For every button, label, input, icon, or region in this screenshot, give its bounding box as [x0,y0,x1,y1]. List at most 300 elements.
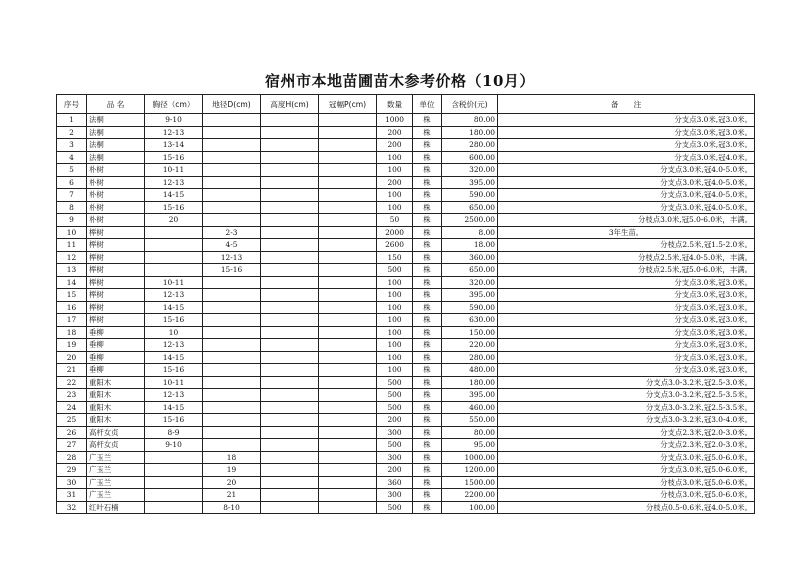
cell-ground-diameter [203,364,261,377]
cell-name: 高杆女贞 [87,426,145,439]
cell-seq: 3 [57,139,87,152]
cell-height [261,401,319,414]
cell-name: 垂柳 [87,364,145,377]
cell-name: 重阳木 [87,414,145,427]
cell-ground-diameter [203,276,261,289]
cell-remarks: 分枝点0.5-0.6米,冠4.0-5.0米。 [498,501,755,514]
cell-name: 榉树 [87,289,145,302]
cell-seq: 17 [57,314,87,327]
cell-quantity: 100 [377,201,413,214]
cell-seq: 26 [57,426,87,439]
cell-seq: 10 [57,226,87,239]
cell-seq: 25 [57,414,87,427]
cell-unit: 株 [413,326,442,339]
cell-height [261,126,319,139]
col-header-crown: 冠幅P(cm) [319,95,377,114]
cell-crown [319,439,377,452]
cell-remarks: 分支点3.0米,冠3.0米。 [498,339,755,352]
cell-price: 18.00 [442,239,498,252]
cell-remarks: 分支点3.0米,冠5.0-6.0米。 [498,464,755,477]
cell-crown [319,489,377,502]
cell-ground-diameter [203,151,261,164]
cell-quantity: 1000 [377,114,413,127]
cell-quantity: 100 [377,351,413,364]
cell-quantity: 50 [377,214,413,227]
cell-height [261,189,319,202]
cell-height [261,439,319,452]
table-row [57,289,755,302]
cell-unit: 株 [413,439,442,452]
cell-height [261,264,319,277]
table-header-row [57,95,755,114]
cell-ground-diameter [203,189,261,202]
cell-dbh: 12-13 [145,339,203,352]
cell-unit: 株 [413,376,442,389]
cell-name: 榉树 [87,264,145,277]
col-header-seq: 序号 [57,95,87,114]
cell-crown [319,189,377,202]
table-row [57,476,755,489]
cell-remarks: 分支点3.0-3.2米,冠2.5-3.5米。 [498,401,755,414]
table-row [57,114,755,127]
cell-price: 650.00 [442,264,498,277]
cell-name: 朴树 [87,189,145,202]
cell-quantity: 360 [377,476,413,489]
cell-ground-diameter [203,401,261,414]
cell-dbh: 14-15 [145,401,203,414]
cell-unit: 株 [413,139,442,152]
cell-price: 95.00 [442,439,498,452]
cell-remarks: 分支点3.0米,冠3.0米。 [498,114,755,127]
cell-height [261,489,319,502]
cell-remarks: 分支点3.0-3.2米,冠2.5-3.0米。 [498,376,755,389]
cell-dbh: 12-13 [145,126,203,139]
cell-height [261,276,319,289]
cell-dbh: 15-16 [145,364,203,377]
col-header-unit: 单位 [413,95,442,114]
col-header-price: 含税价(元) [442,95,498,114]
cell-ground-diameter [203,314,261,327]
cell-unit: 株 [413,201,442,214]
cell-name: 重阳木 [87,401,145,414]
cell-unit: 株 [413,339,442,352]
cell-seq: 9 [57,214,87,227]
table-row [57,276,755,289]
cell-quantity: 100 [377,276,413,289]
cell-name: 垂柳 [87,326,145,339]
cell-crown [319,414,377,427]
cell-dbh: 12-13 [145,389,203,402]
cell-height [261,351,319,364]
table-row [57,164,755,177]
cell-remarks: 分支点3.0米,冠4.0-5.0米。 [498,201,755,214]
cell-unit: 株 [413,389,442,402]
cell-ground-diameter [203,426,261,439]
table-row [57,214,755,227]
cell-unit: 株 [413,226,442,239]
cell-remarks: 分支点3.0米,冠3.0米。 [498,289,755,302]
cell-remarks: 分支点3.0米,冠3.0米。 [498,139,755,152]
cell-price: 80.00 [442,114,498,127]
cell-remarks: 分枝点3.0米,冠5.0-6.0米，丰满。 [498,214,755,227]
table-row [57,426,755,439]
cell-seq: 11 [57,239,87,252]
cell-crown [319,264,377,277]
cell-name: 广玉兰 [87,489,145,502]
cell-height [261,464,319,477]
table-body [57,114,755,514]
cell-height [261,164,319,177]
cell-unit: 株 [413,214,442,227]
cell-dbh: 15-16 [145,151,203,164]
cell-price: 100.00 [442,501,498,514]
cell-remarks: 分支点3.0米,冠5.0-6.0米。 [498,451,755,464]
cell-dbh: 14-15 [145,301,203,314]
cell-seq: 24 [57,401,87,414]
cell-price: 1500.00 [442,476,498,489]
cell-quantity: 100 [377,189,413,202]
cell-remarks: 分支点3.0米,冠3.0米。 [498,364,755,377]
cell-unit: 株 [413,189,442,202]
cell-ground-diameter [203,414,261,427]
cell-name: 榉树 [87,301,145,314]
table-row [57,439,755,452]
cell-name: 榉树 [87,226,145,239]
cell-unit: 株 [413,276,442,289]
cell-crown [319,289,377,302]
cell-height [261,289,319,302]
cell-seq: 30 [57,476,87,489]
cell-dbh [145,451,203,464]
cell-crown [319,114,377,127]
cell-quantity: 200 [377,176,413,189]
price-table [56,94,755,514]
cell-quantity: 100 [377,339,413,352]
cell-seq: 27 [57,439,87,452]
cell-unit: 株 [413,426,442,439]
cell-dbh: 10-11 [145,276,203,289]
cell-dbh [145,226,203,239]
table-row [57,314,755,327]
cell-crown [319,301,377,314]
cell-name: 重阳木 [87,389,145,402]
cell-remarks: 分支点2.3米,冠2.0-3.0米。 [498,439,755,452]
cell-quantity: 300 [377,489,413,502]
cell-height [261,376,319,389]
cell-dbh: 9-10 [145,439,203,452]
cell-quantity: 500 [377,376,413,389]
cell-quantity: 200 [377,464,413,477]
cell-crown [319,364,377,377]
cell-crown [319,339,377,352]
cell-unit: 株 [413,289,442,302]
cell-remarks: 分支点3.0米,冠4.0-5.0米。 [498,164,755,177]
cell-remarks: 分枝点2.5米,冠5.0-6.0米，丰满。 [498,264,755,277]
cell-seq: 28 [57,451,87,464]
table-row [57,351,755,364]
cell-price: 395.00 [442,176,498,189]
table-row [57,339,755,352]
cell-dbh [145,251,203,264]
cell-seq: 21 [57,364,87,377]
cell-quantity: 300 [377,426,413,439]
cell-ground-diameter [203,389,261,402]
cell-height [261,201,319,214]
cell-crown [319,426,377,439]
cell-quantity: 150 [377,251,413,264]
col-header-dbh: 胸径（cm） [145,95,203,114]
cell-height [261,389,319,402]
cell-unit: 株 [413,264,442,277]
cell-remarks: 分支点3.0米,冠4.0米。 [498,151,755,164]
cell-dbh: 8-9 [145,426,203,439]
cell-remarks: 分支点3.0-3.2米,冠2.5-3.5米。 [498,389,755,402]
cell-ground-diameter [203,301,261,314]
cell-height [261,476,319,489]
cell-ground-diameter: 20 [203,476,261,489]
cell-height [261,226,319,239]
table-row [57,301,755,314]
cell-quantity: 500 [377,389,413,402]
cell-seq: 15 [57,289,87,302]
cell-seq: 7 [57,189,87,202]
table-row [57,201,755,214]
cell-seq: 8 [57,201,87,214]
cell-crown [319,376,377,389]
cell-unit: 株 [413,451,442,464]
cell-quantity: 500 [377,501,413,514]
cell-seq: 6 [57,176,87,189]
cell-remarks: 分支点3.0-3.2米,冠3.0-4.0米。 [498,414,755,427]
cell-quantity: 100 [377,326,413,339]
col-header-height: 高度H(cm) [261,95,319,114]
cell-crown [319,214,377,227]
cell-price: 590.00 [442,189,498,202]
cell-crown [319,314,377,327]
cell-quantity: 100 [377,314,413,327]
cell-height [261,339,319,352]
cell-price: 550.00 [442,414,498,427]
cell-dbh [145,501,203,514]
cell-remarks: 分支点3.0米,冠3.0米。 [498,126,755,139]
cell-dbh: 13-14 [145,139,203,152]
cell-ground-diameter [203,201,261,214]
cell-price: 320.00 [442,164,498,177]
cell-quantity: 2000 [377,226,413,239]
cell-unit: 株 [413,351,442,364]
col-header-name: 品 名 [87,95,145,114]
cell-dbh: 15-16 [145,201,203,214]
cell-dbh: 14-15 [145,189,203,202]
cell-price: 8.00 [442,226,498,239]
cell-price: 180.00 [442,126,498,139]
table-row [57,176,755,189]
cell-name: 朴树 [87,201,145,214]
cell-unit: 株 [413,476,442,489]
cell-seq: 23 [57,389,87,402]
cell-height [261,451,319,464]
cell-price: 80.00 [442,426,498,439]
cell-quantity: 100 [377,289,413,302]
cell-crown [319,164,377,177]
table-row [57,239,755,252]
cell-seq: 20 [57,351,87,364]
cell-unit: 株 [413,164,442,177]
cell-name: 朴树 [87,164,145,177]
table-row [57,126,755,139]
cell-dbh [145,476,203,489]
cell-height [261,176,319,189]
cell-crown [319,401,377,414]
cell-crown [319,226,377,239]
cell-name: 垂柳 [87,339,145,352]
cell-dbh [145,464,203,477]
cell-unit: 株 [413,364,442,377]
cell-height [261,314,319,327]
cell-price: 395.00 [442,389,498,402]
table-row [57,451,755,464]
table-row [57,264,755,277]
cell-unit: 株 [413,414,442,427]
cell-dbh: 15-16 [145,314,203,327]
cell-crown [319,139,377,152]
cell-remarks: 分支点2.3米,冠2.0-3.0米。 [498,426,755,439]
cell-remarks: 分支点3.0米,冠3.0米。 [498,326,755,339]
cell-name: 高杆女贞 [87,439,145,452]
cell-seq: 29 [57,464,87,477]
cell-quantity: 300 [377,451,413,464]
cell-name: 法桐 [87,114,145,127]
cell-ground-diameter [203,376,261,389]
cell-name: 法桐 [87,126,145,139]
cell-remarks: 分支点3.0米,冠3.0米。 [498,301,755,314]
cell-seq: 22 [57,376,87,389]
cell-name: 朴树 [87,214,145,227]
cell-height [261,414,319,427]
cell-dbh: 12-13 [145,289,203,302]
cell-ground-diameter: 4-5 [203,239,261,252]
cell-unit: 株 [413,176,442,189]
cell-remarks: 分枝点3.0米,冠5.0-6.0米。 [498,476,755,489]
cell-height [261,426,319,439]
cell-unit: 株 [413,114,442,127]
cell-remarks: 分支点3.0米,冠4.0-5.0米。 [498,176,755,189]
cell-name: 法桐 [87,151,145,164]
table-row [57,414,755,427]
cell-ground-diameter: 19 [203,464,261,477]
cell-height [261,501,319,514]
cell-height [261,151,319,164]
cell-quantity: 200 [377,139,413,152]
cell-ground-diameter: 15-16 [203,264,261,277]
col-header-quantity: 数量 [377,95,413,114]
table-row [57,464,755,477]
cell-ground-diameter: 21 [203,489,261,502]
cell-price: 360.00 [442,251,498,264]
cell-crown [319,501,377,514]
table-row [57,401,755,414]
cell-seq: 5 [57,164,87,177]
cell-crown [319,239,377,252]
cell-price: 395.00 [442,289,498,302]
cell-name: 广玉兰 [87,476,145,489]
cell-price: 320.00 [442,276,498,289]
cell-price: 630.00 [442,314,498,327]
cell-remarks: 分支点3.0米,冠3.0米。 [498,314,755,327]
cell-crown [319,151,377,164]
cell-seq: 31 [57,489,87,502]
cell-name: 法桐 [87,139,145,152]
cell-quantity: 2600 [377,239,413,252]
cell-crown [319,451,377,464]
cell-remarks: 分枝点2.5米,冠4.0-5.0米，丰满。 [498,251,755,264]
cell-seq: 32 [57,501,87,514]
cell-unit: 株 [413,239,442,252]
table-row [57,389,755,402]
cell-crown [319,201,377,214]
page-title: 宿州市本地苗圃苗木参考价格（10月） [265,72,535,90]
cell-price: 180.00 [442,376,498,389]
cell-name: 广玉兰 [87,464,145,477]
cell-ground-diameter: 18 [203,451,261,464]
cell-unit: 株 [413,489,442,502]
cell-unit: 株 [413,151,442,164]
cell-crown [319,126,377,139]
cell-dbh: 20 [145,214,203,227]
cell-remarks: 分支点3.0米,冠3.0米。 [498,276,755,289]
cell-quantity: 100 [377,164,413,177]
cell-quantity: 100 [377,301,413,314]
cell-dbh: 14-15 [145,351,203,364]
cell-ground-diameter [203,339,261,352]
cell-remarks: 分枝点2.5米,冠1.5-2.0米。 [498,239,755,252]
cell-seq: 19 [57,339,87,352]
cell-ground-diameter [203,289,261,302]
cell-unit: 株 [413,314,442,327]
cell-quantity: 200 [377,126,413,139]
cell-price: 650.00 [442,201,498,214]
cell-height [261,301,319,314]
cell-name: 垂柳 [87,351,145,364]
cell-ground-diameter [203,114,261,127]
cell-quantity: 100 [377,151,413,164]
cell-crown [319,251,377,264]
table-row [57,139,755,152]
cell-height [261,214,319,227]
table-row [57,151,755,164]
cell-quantity: 500 [377,264,413,277]
cell-dbh [145,489,203,502]
cell-price: 600.00 [442,151,498,164]
col-header-ground-diameter: 地径D(cm) [203,95,261,114]
cell-dbh: 9-10 [145,114,203,127]
cell-quantity: 100 [377,364,413,377]
cell-dbh: 10-11 [145,164,203,177]
cell-unit: 株 [413,464,442,477]
cell-seq: 13 [57,264,87,277]
cell-name: 榉树 [87,239,145,252]
cell-crown [319,389,377,402]
cell-unit: 株 [413,251,442,264]
cell-name: 榉树 [87,314,145,327]
cell-height [261,114,319,127]
cell-dbh [145,264,203,277]
cell-seq: 14 [57,276,87,289]
table-row [57,251,755,264]
cell-seq: 16 [57,301,87,314]
cell-ground-diameter [203,126,261,139]
cell-quantity: 500 [377,439,413,452]
